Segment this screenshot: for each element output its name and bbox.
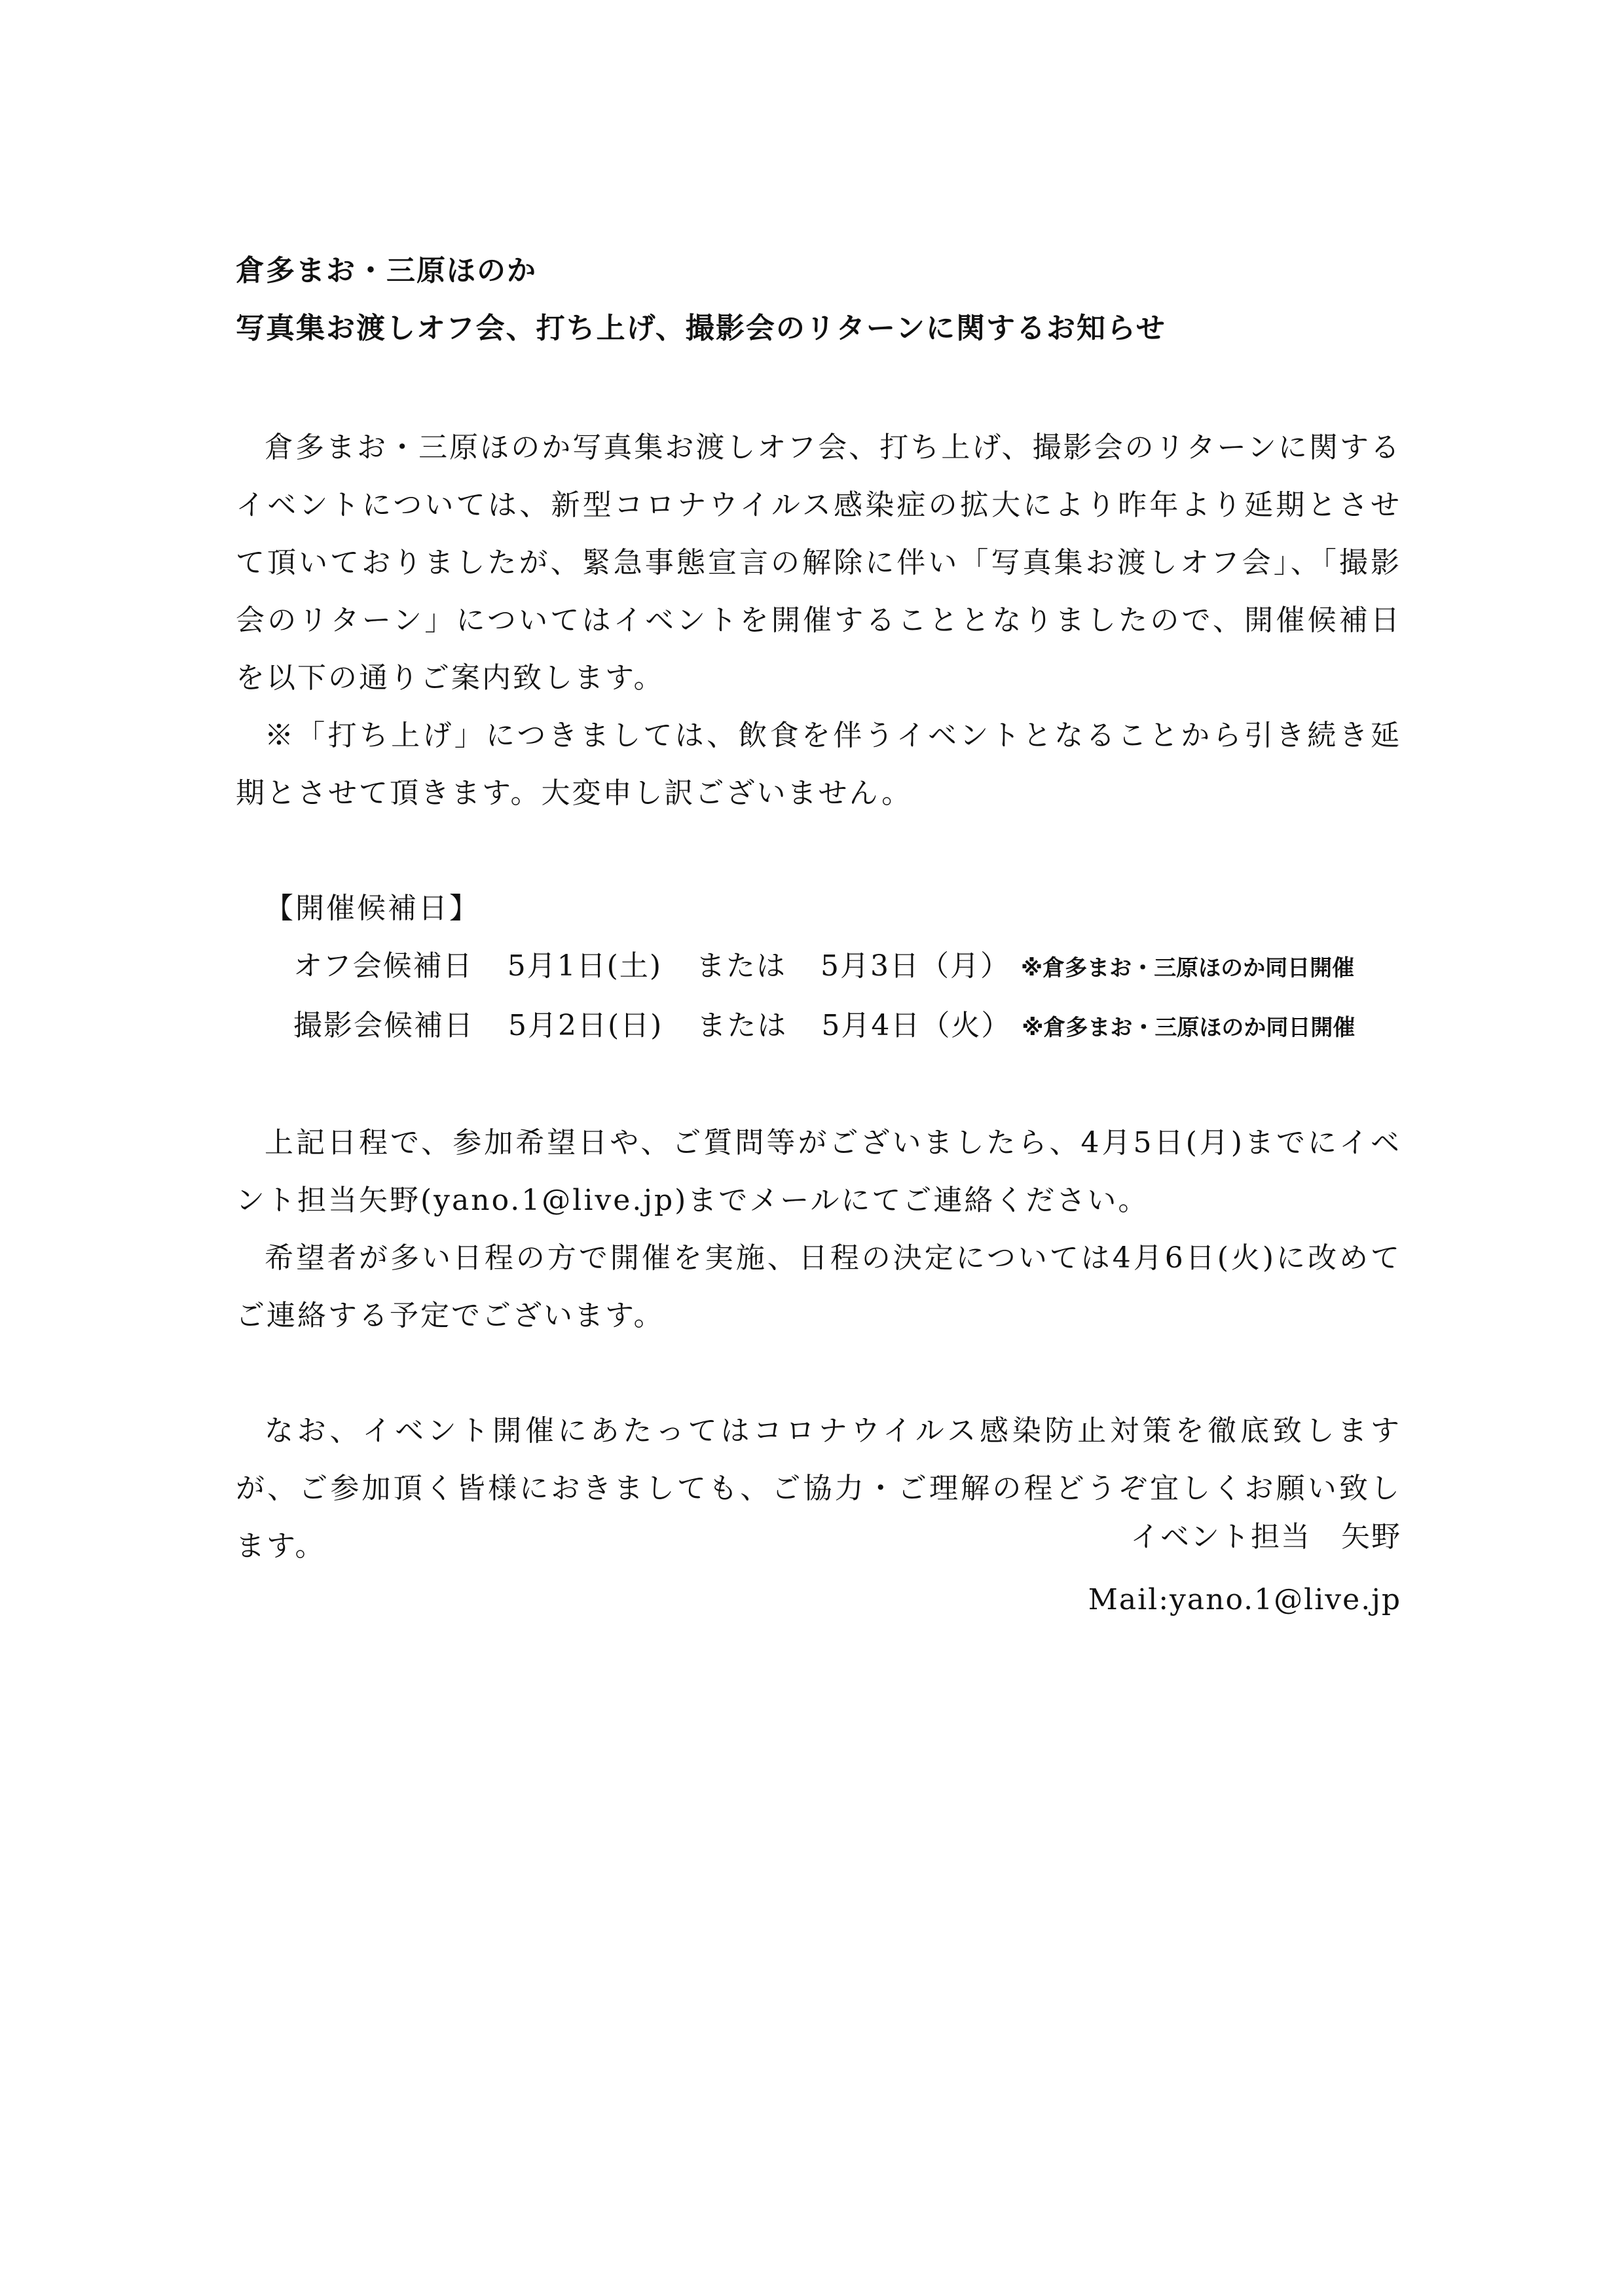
schedule-date-2: 5月3日（月）: [821, 949, 1011, 983]
schedule-row-offkai: [236, 938, 1401, 997]
spacer: [236, 1345, 1401, 1402]
body-block: [236, 419, 1401, 1575]
schedule-or: または: [697, 1009, 788, 1042]
signature-mail: Mail:yano.1@live.jp: [1088, 1583, 1401, 1616]
schedule-note: ※倉多まお・三原ほのか同日開催: [1021, 955, 1355, 981]
postpone-note-paragraph: ※「打ち上げ」につきましては、飲食を伴うイベントとなることから引き続き延期とさせて頂きます。大変申し訳ございません。: [236, 719, 1401, 810]
closing-paragraph: なお、イベント開催にあたってはコロナウイルス感染防止対策を徹底致しますが、ご参加頂く皆様におきましても、ご協力・ご理解の程どうぞ宜しくお願い致します。: [236, 1414, 1401, 1563]
schedule-date-1: 5月2日(日): [508, 1009, 663, 1042]
schedule-date-2: 5月4日（火）: [821, 1009, 1012, 1042]
schedule-note: ※倉多まお・三原ほのか同日開催: [1022, 1015, 1356, 1041]
title-block: [236, 242, 1401, 357]
title-line-1: 倉多まお・三原ほのか: [236, 254, 537, 287]
intro-paragraph: 倉多まお・三原ほのか写真集お渡しオフ会、打ち上げ、撮影会のリターンに関するイベントについては、新型コロナウイルス感染症の拡大により昨年より延期とさせて頂いておりましたが、緊急事態宣言の解除に伴い「写真集お渡しオフ会」、「撮影会のリターン」についてはイベントを開催することとなりましたので、開催候補日を以下の通りご案内致します。: [236, 431, 1401, 695]
signature-block: [1088, 1506, 1401, 1631]
schedule-or: または: [696, 949, 787, 983]
spacer: [236, 1057, 1401, 1114]
schedule-date-1: 5月1日(土): [507, 949, 663, 983]
schedule-heading: 【開催候補日】: [265, 892, 480, 925]
signature-name: イベント担当 矢野: [1130, 1520, 1401, 1554]
contact-paragraph: 上記日程で、参加希望日や、ご質問等がございましたら、4月5日(月)までにイベント担当矢野(yano.1@live.jp)までメールにてご連絡ください。: [236, 1126, 1401, 1217]
spacer: [236, 822, 1401, 880]
title-line-2: 写真集お渡しオフ会、打ち上げ、撮影会のリターンに関するお知らせ: [236, 312, 1166, 345]
schedule-label: 撮影会候補日: [293, 1009, 474, 1042]
decision-paragraph: 希望者が多い日程の方で開催を実施、日程の決定については4月6日(火)に改めてご連絡する予定でございます。: [236, 1241, 1401, 1332]
schedule-row-photoshoot: [236, 997, 1401, 1057]
schedule-label: オフ会候補日: [293, 949, 473, 983]
